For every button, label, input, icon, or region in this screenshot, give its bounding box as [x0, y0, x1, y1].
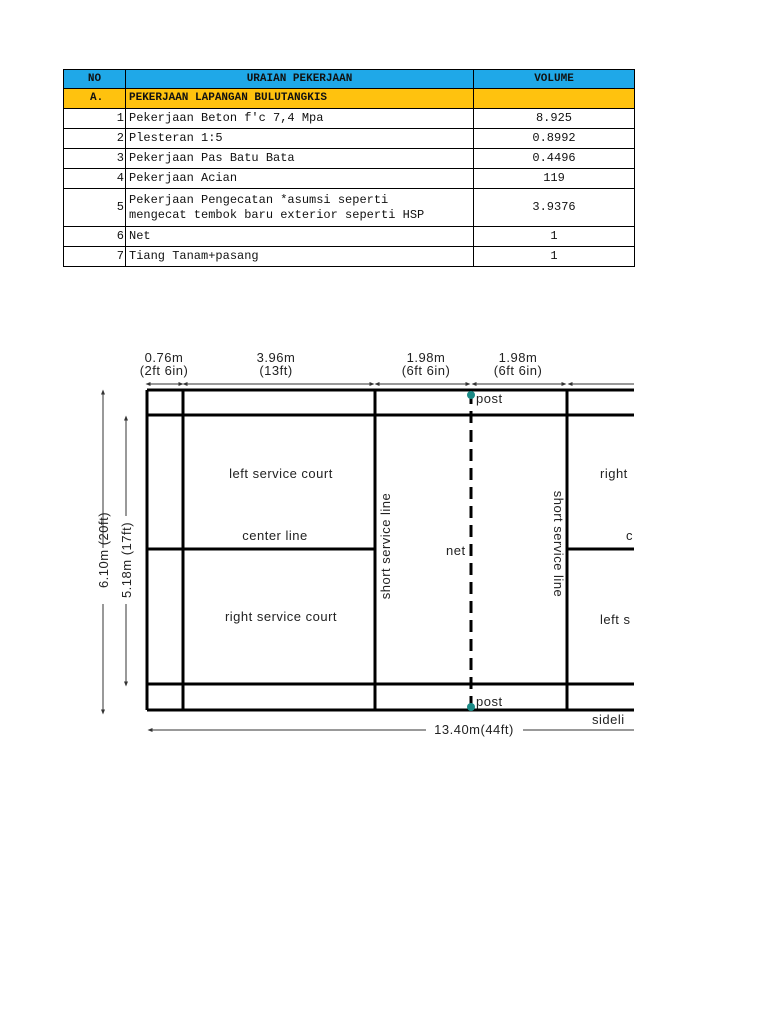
section-title: PEKERJAAN LAPANGAN BULUTANGKIS: [126, 89, 474, 109]
short-service-line-left-label: short service line: [378, 492, 393, 600]
row-uraian: [126, 189, 474, 227]
row-no: 5: [64, 189, 126, 227]
dim-label-1-ft: (2ft 6in): [139, 363, 189, 378]
header-uraian: URAIAN PEKERJAAN: [126, 70, 474, 89]
row-no: 7: [64, 247, 126, 267]
court-length-label: 13.40m(44ft): [434, 722, 514, 737]
table-row: [64, 129, 635, 149]
row-uraian: Net: [126, 227, 474, 247]
center-line-cut-label: c: [626, 528, 633, 543]
dim-label-4-ft: (6ft 6in): [493, 363, 543, 378]
row-uraian: Pekerjaan Pas Batu Bata: [126, 149, 474, 169]
dim-label-3-m: 1.98m: [406, 350, 446, 365]
row-uraian: Pekerjaan Acian: [126, 169, 474, 189]
header-volume: VOLUME: [474, 70, 635, 89]
short-service-line-right-label: short service line: [551, 490, 566, 598]
row-no: 2: [64, 129, 126, 149]
row-volume: 119: [474, 169, 635, 189]
row-uraian: Pekerjaan Beton f'c 7,4 Mpa: [126, 109, 474, 129]
net-label: net: [446, 543, 466, 558]
dim-label-1-m: 0.76m: [144, 350, 184, 365]
row-no: 6: [64, 227, 126, 247]
sideline-cut-label: sideli: [592, 712, 625, 727]
row-no: 3: [64, 149, 126, 169]
right-service-court-label: right service court: [224, 609, 338, 624]
row-uraian: Tiang Tanam+pasang: [126, 247, 474, 267]
court-inner-width-label: 5.18m (17ft): [119, 521, 134, 599]
row-uraian-line1: Pekerjaan Pengecatan *asumsi seperti: [129, 192, 389, 207]
center-line-label: center line: [242, 528, 308, 543]
row-uraian-line2: mengecat tembok baru exterior seperti HSP: [129, 207, 425, 222]
table-row: [64, 227, 635, 247]
section-volume: [474, 89, 635, 109]
table-row: [64, 169, 635, 189]
section-row: [64, 89, 635, 109]
row-volume: 0.8992: [474, 129, 635, 149]
court-width-label: 6.10m (20ft): [96, 511, 111, 589]
row-no: 1: [64, 109, 126, 129]
post-bottom-label: post: [476, 694, 503, 709]
post-top-marker: [467, 391, 475, 399]
dim-label-2-m: 3.96m: [256, 350, 296, 365]
left-service-court-label: left service court: [229, 466, 333, 481]
badminton-court-diagram: [88, 348, 634, 740]
row-volume: 8.925: [474, 109, 635, 129]
row-uraian: Plesteran 1:5: [126, 129, 474, 149]
row-volume: 1: [474, 247, 635, 267]
section-no: A.: [64, 89, 126, 109]
table-row: [64, 189, 635, 227]
left-court-cut-label: left s: [600, 612, 631, 627]
header-no: NO: [64, 70, 126, 89]
table-row: [64, 109, 635, 129]
row-volume: 1: [474, 227, 635, 247]
dim-label-3-ft: (6ft 6in): [401, 363, 451, 378]
table-row: [64, 247, 635, 267]
row-volume: 0.4496: [474, 149, 635, 169]
post-bottom-marker: [467, 703, 475, 711]
right-court-cut-label: right: [600, 466, 628, 481]
table-row: [64, 149, 635, 169]
row-volume: 3.9376: [474, 189, 635, 227]
work-items-table: [63, 69, 635, 267]
dim-label-2-ft: (13ft): [259, 363, 293, 378]
dim-label-4-m: 1.98m: [498, 350, 538, 365]
table-header-row: [64, 70, 635, 89]
post-top-label: post: [476, 391, 503, 406]
row-no: 4: [64, 169, 126, 189]
